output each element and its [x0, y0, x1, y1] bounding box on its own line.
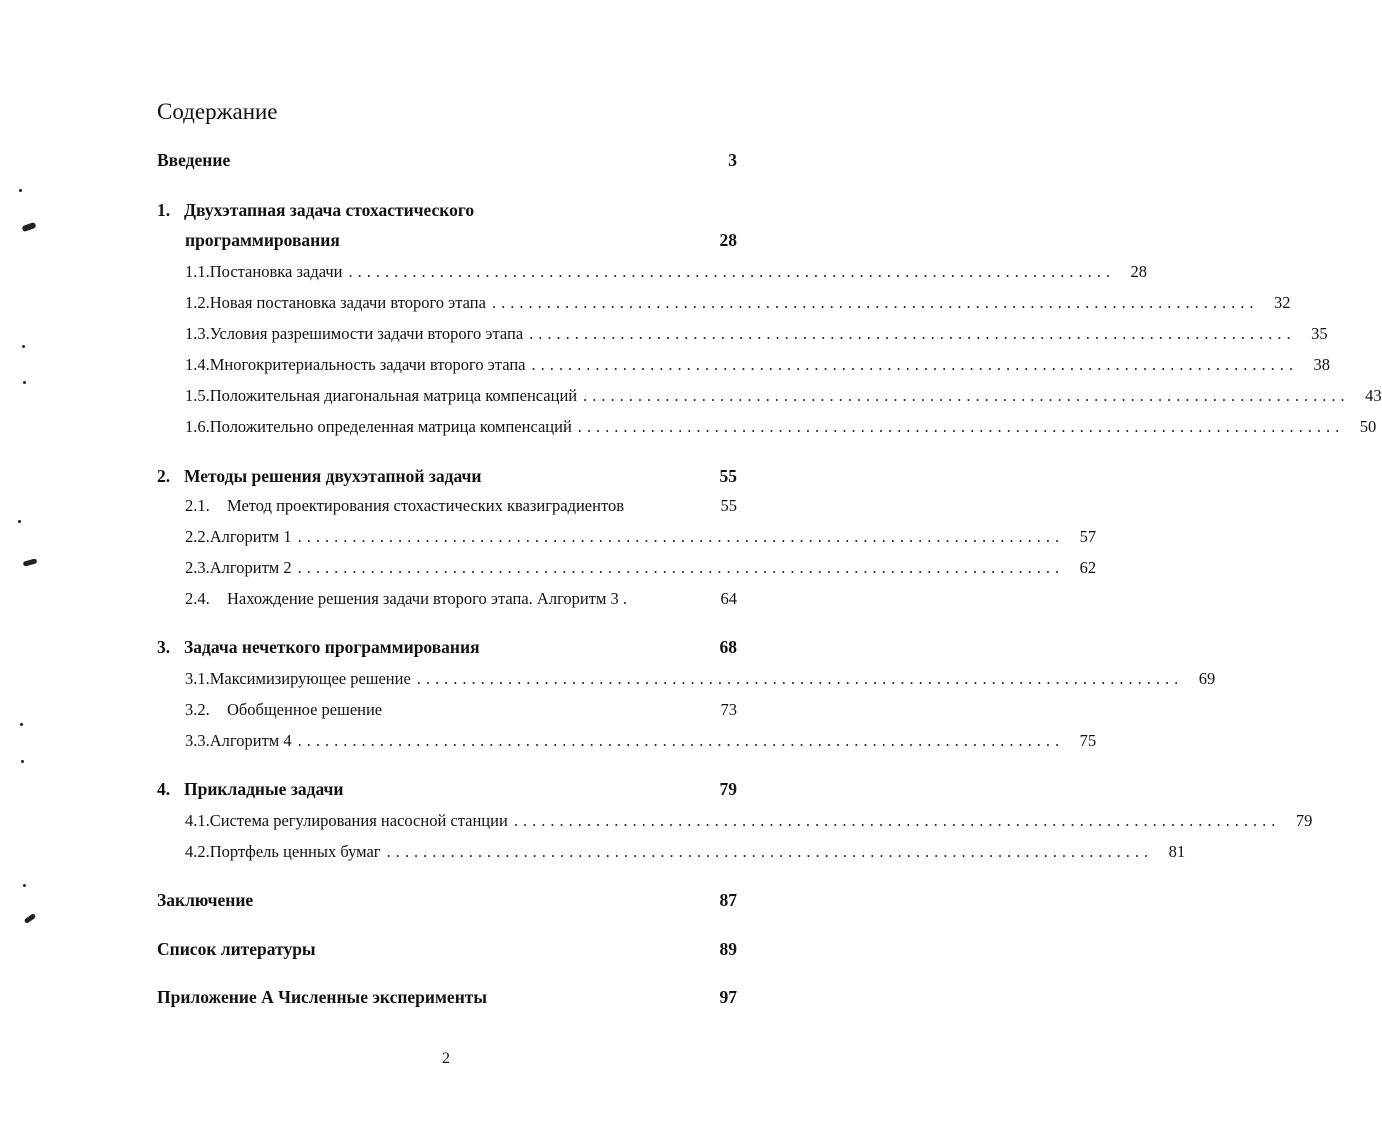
dot-leader: ....................................................................................: [297, 527, 1065, 546]
dot-leader: ....................................................................................: [297, 731, 1065, 750]
entry-text: Приложение А Численные эксперименты: [157, 987, 488, 1007]
entry-page: 57: [1079, 527, 1097, 546]
scan-speck: [24, 913, 37, 924]
entry-page: 55: [720, 496, 737, 515]
toc-entry-appendix-a[interactable]: [157, 987, 737, 1015]
section-number: 1.1.: [185, 262, 210, 281]
section-number: 3.3.: [185, 731, 210, 750]
dot-leader: ....................................................................................: [491, 293, 1259, 312]
toc-chapter-3[interactable]: [157, 637, 737, 665]
section-number: 1.3.: [185, 324, 210, 343]
dot-leader: ....................................................................................: [386, 842, 1154, 861]
section-title: Обобщенное решение: [227, 700, 383, 719]
section-title: Положительно определенная матрица компенсаций: [209, 417, 572, 436]
scan-speck: [21, 760, 24, 763]
section-title: Положительная диагональная матрица компенсаций: [209, 386, 578, 405]
scan-speck: [23, 558, 38, 566]
entry-page: 79: [719, 779, 737, 799]
toc-section-4-1[interactable]: [185, 811, 1313, 839]
section-number: 1.6.: [185, 417, 210, 436]
dot-leader: ....................................................................................: [348, 262, 1115, 281]
toc-section-2-4[interactable]: [185, 589, 737, 617]
entry-text: Список литературы: [157, 939, 316, 959]
toc-entry-references[interactable]: [157, 939, 737, 967]
page-number: 2: [442, 1050, 450, 1067]
chapter-number: 4.: [157, 779, 171, 799]
entry-page: 35: [1311, 324, 1328, 343]
section-number: 3.1.: [185, 669, 210, 688]
entry-page: 87: [719, 890, 737, 910]
scan-speck: [21, 222, 36, 232]
dot-leader: ....................................................................................: [297, 558, 1065, 577]
scan-speck: [19, 189, 22, 192]
section-number: 2.2.: [185, 527, 210, 546]
chapter-title: Задача нечеткого программирования: [184, 637, 480, 657]
toc-section-3-2[interactable]: [185, 700, 737, 728]
section-number: 4.2.: [185, 842, 210, 861]
dot-leader: ....................................................................................: [529, 324, 1296, 343]
section-number: 1.4.: [185, 355, 210, 374]
scan-speck: [20, 723, 23, 726]
section-title: Алгоритм 1: [209, 527, 292, 546]
toc-entry-conclusion[interactable]: [157, 890, 737, 918]
entry-page: 69: [1198, 669, 1216, 688]
section-number: 1.5.: [185, 386, 210, 405]
toc-section-1-2[interactable]: [185, 293, 1291, 321]
section-title: Максимизирующее решение: [209, 669, 411, 688]
section-title: Портфель ценных бумаг: [209, 842, 381, 861]
section-number: 2.1.: [185, 496, 210, 515]
section-title: Нахождение решения задачи второго этапа. Алгоритм 3 .: [227, 589, 628, 608]
section-title: Постановка задачи: [209, 262, 343, 281]
scan-speck: [22, 345, 25, 348]
toc-section-1-6[interactable]: [185, 417, 1377, 445]
chapter-number: 1.: [157, 200, 171, 220]
chapter-number: 3.: [157, 637, 171, 657]
page-title: Содержание: [157, 99, 278, 124]
section-title: Система регулирования насосной станции: [209, 811, 508, 830]
dot-leader: ....................................................................................: [416, 669, 1184, 688]
entry-page: 89: [719, 939, 737, 959]
entry-page: 55: [719, 466, 737, 486]
scan-speck: [23, 884, 26, 887]
entry-page: 50: [1359, 417, 1377, 436]
dot-leader: ....................................................................................: [513, 811, 1281, 830]
toc-section-1-5[interactable]: [185, 386, 1382, 414]
chapter-number: 2.: [157, 466, 171, 486]
entry-page: 68: [719, 637, 737, 657]
section-number: 1.2.: [185, 293, 210, 312]
section-number: 2.4.: [185, 589, 210, 608]
entry-text: Заключение: [157, 890, 254, 910]
entry-page: 81: [1168, 842, 1186, 861]
toc-chapter-4[interactable]: [157, 779, 737, 807]
toc-entry-introduction[interactable]: [157, 150, 737, 178]
entry-page: 28: [719, 230, 737, 250]
section-number: 4.1.: [185, 811, 210, 830]
entry-page: 79: [1295, 811, 1313, 830]
chapter-title: Прикладные задачи: [184, 779, 344, 799]
entry-page: 43: [1365, 386, 1382, 405]
entry-page: 73: [720, 700, 737, 719]
entry-page: 32: [1273, 293, 1291, 312]
toc-section-2-2[interactable]: [185, 527, 1097, 555]
scan-speck: [23, 381, 26, 384]
entry-page: 28: [1130, 262, 1147, 281]
entry-page: 38: [1313, 355, 1330, 374]
section-title: Многокритериальность задачи второго этапа: [209, 355, 526, 374]
scan-speck: [18, 520, 21, 523]
section-title: Метод проектирования стохастических квазиградиентов: [227, 496, 624, 515]
toc-section-4-2[interactable]: [185, 842, 1186, 870]
toc-section-1-3[interactable]: [185, 324, 1328, 352]
dot-leader: ....................................................................................: [531, 355, 1298, 374]
chapter-title-line1: Двухэтапная задача стохастического: [184, 200, 475, 220]
entry-page: 75: [1079, 731, 1097, 750]
section-title: Новая постановка задачи второго этапа: [209, 293, 486, 312]
entry-page: 62: [1079, 558, 1097, 577]
toc-chapter-1[interactable]: [157, 200, 737, 228]
toc-chapter-1-cont[interactable]: [185, 230, 737, 258]
toc-chapter-2[interactable]: [157, 466, 737, 494]
section-title: Алгоритм 4: [209, 731, 292, 750]
section-title: Алгоритм 2: [209, 558, 292, 577]
toc-section-2-1[interactable]: [185, 496, 737, 524]
section-number: 3.2.: [185, 700, 210, 719]
toc-section-2-3[interactable]: [185, 558, 1097, 586]
dot-leader: ....................................................................................: [577, 417, 1345, 436]
toc-section-1-1[interactable]: [185, 262, 1147, 290]
toc-section-3-3[interactable]: [185, 731, 1097, 759]
toc-section-3-1[interactable]: [185, 669, 1216, 697]
dot-leader: ....................................................................................: [583, 386, 1350, 405]
chapter-title: Методы решения двухэтапной задачи: [184, 466, 482, 486]
entry-page: 64: [720, 589, 737, 608]
toc-section-1-4[interactable]: [185, 355, 1330, 383]
entry-page: 3: [728, 150, 737, 170]
section-title: Условия разрешимости задачи второго этапа: [209, 324, 524, 343]
entry-text: Введение: [157, 150, 231, 170]
chapter-title-line2: программирования: [185, 230, 340, 250]
section-number: 2.3.: [185, 558, 210, 577]
entry-page: 97: [719, 987, 737, 1007]
